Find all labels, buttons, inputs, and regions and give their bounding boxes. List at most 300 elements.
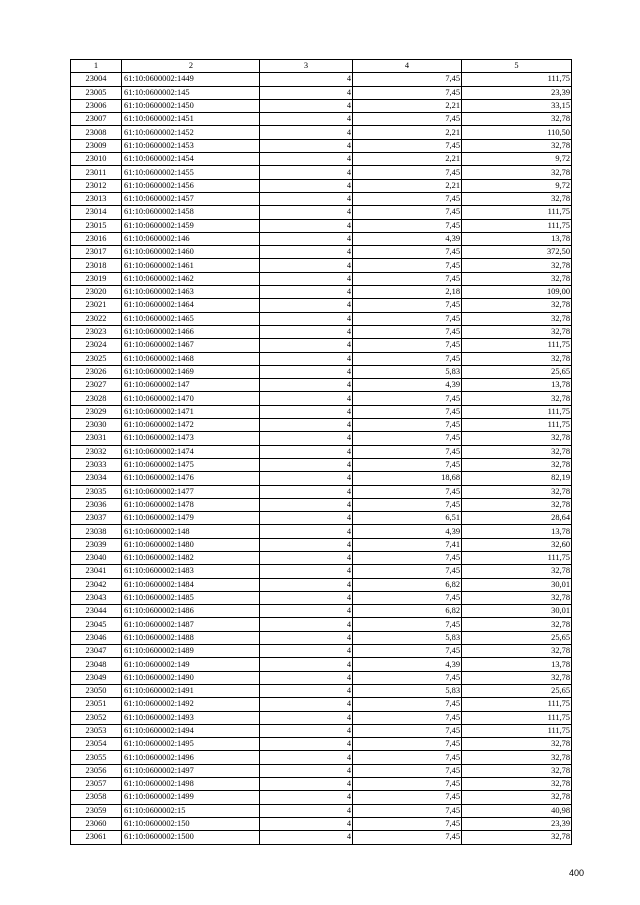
table-row [71, 671, 572, 684]
cadastral-number-cell: 61:10:0600002:146 [122, 232, 260, 245]
column-3-cell: 4 [260, 365, 353, 378]
column-4-cell: 7,45 [353, 419, 462, 432]
cadastral-number-cell: 61:10:0600002:145 [122, 86, 260, 99]
column-5-cell: 32,78 [462, 485, 572, 498]
cadastral-number-cell: 61:10:0600002:1459 [122, 219, 260, 232]
column-3-cell: 4 [260, 246, 353, 259]
column-3-cell: 4 [260, 286, 353, 299]
table-row [71, 698, 572, 711]
table-row [71, 804, 572, 817]
table-row [71, 751, 572, 764]
column-5-cell: 372,50 [462, 246, 572, 259]
column-header-1: 1 [71, 60, 122, 73]
table-row [71, 73, 572, 86]
column-3-cell: 4 [260, 259, 353, 272]
column-4-cell: 7,45 [353, 671, 462, 684]
table-row [71, 392, 572, 405]
column-4-cell: 7,45 [353, 458, 462, 471]
row-number-cell: 23047 [71, 645, 122, 658]
cadastral-number-cell: 61:10:0600002:1493 [122, 711, 260, 724]
column-3-cell: 4 [260, 684, 353, 697]
table-row [71, 232, 572, 245]
table-row [71, 259, 572, 272]
table-row [71, 139, 572, 152]
column-5-cell: 32,78 [462, 458, 572, 471]
column-4-cell: 7,45 [353, 618, 462, 631]
table-row [71, 578, 572, 591]
table-row [71, 99, 572, 112]
cadastral-number-cell: 61:10:0600002:1476 [122, 472, 260, 485]
row-number-cell: 23012 [71, 179, 122, 192]
row-number-cell: 23008 [71, 126, 122, 139]
cadastral-number-cell: 61:10:0600002:1487 [122, 618, 260, 631]
column-5-cell: 13,78 [462, 525, 572, 538]
cadastral-number-cell: 61:10:0600002:1500 [122, 831, 260, 844]
column-5-cell: 33,15 [462, 99, 572, 112]
column-3-cell: 4 [260, 512, 353, 525]
column-4-cell: 2,21 [353, 126, 462, 139]
row-number-cell: 23015 [71, 219, 122, 232]
column-4-cell: 7,45 [353, 272, 462, 285]
column-5-cell: 32,78 [462, 645, 572, 658]
column-4-cell: 5,83 [353, 684, 462, 697]
cadastral-number-cell: 61:10:0600002:147 [122, 379, 260, 392]
column-5-cell: 32,78 [462, 166, 572, 179]
column-5-cell: 111,75 [462, 551, 572, 564]
cadastral-number-cell: 61:10:0600002:1498 [122, 778, 260, 791]
cadastral-number-cell: 61:10:0600002:1470 [122, 392, 260, 405]
row-number-cell: 23040 [71, 551, 122, 564]
column-4-cell: 7,45 [353, 485, 462, 498]
table-row [71, 325, 572, 338]
column-header-2: 2 [122, 60, 260, 73]
column-4-cell: 4,39 [353, 232, 462, 245]
column-5-cell: 32,78 [462, 764, 572, 777]
column-3-cell: 4 [260, 631, 353, 644]
column-4-cell: 4,39 [353, 525, 462, 538]
column-5-cell: 32,78 [462, 778, 572, 791]
column-5-cell: 25,65 [462, 684, 572, 697]
table-row [71, 538, 572, 551]
cadastral-number-cell: 61:10:0600002:1485 [122, 591, 260, 604]
table-row [71, 591, 572, 604]
column-3-cell: 4 [260, 591, 353, 604]
column-3-cell: 4 [260, 804, 353, 817]
column-5-cell: 25,65 [462, 365, 572, 378]
cadastral-number-cell: 61:10:0600002:1464 [122, 299, 260, 312]
column-4-cell: 5,83 [353, 365, 462, 378]
row-number-cell: 23026 [71, 365, 122, 378]
column-3-cell: 4 [260, 352, 353, 365]
table-row [71, 166, 572, 179]
column-5-cell: 32,78 [462, 791, 572, 804]
table-row [71, 658, 572, 671]
row-number-cell: 23029 [71, 405, 122, 418]
column-5-cell: 111,75 [462, 73, 572, 86]
column-4-cell: 6,82 [353, 605, 462, 618]
page-number: 400 [568, 868, 584, 878]
column-3-cell: 4 [260, 485, 353, 498]
table-row [71, 246, 572, 259]
row-number-cell: 23030 [71, 419, 122, 432]
column-5-cell: 32,78 [462, 259, 572, 272]
column-3-cell: 4 [260, 605, 353, 618]
cadastral-number-cell: 61:10:0600002:1477 [122, 485, 260, 498]
cadastral-number-cell: 61:10:0600002:1455 [122, 166, 260, 179]
column-5-cell: 13,78 [462, 658, 572, 671]
column-4-cell: 7,45 [353, 86, 462, 99]
cadastral-number-cell: 61:10:0600002:1458 [122, 206, 260, 219]
column-header-5: 5 [462, 60, 572, 73]
column-5-cell: 32,78 [462, 498, 572, 511]
table-row [71, 419, 572, 432]
column-3-cell: 4 [260, 618, 353, 631]
column-3-cell: 4 [260, 698, 353, 711]
cadastral-number-cell: 61:10:0600002:1490 [122, 671, 260, 684]
column-4-cell: 18,68 [353, 472, 462, 485]
table-row [71, 286, 572, 299]
column-3-cell: 4 [260, 445, 353, 458]
column-4-cell: 7,45 [353, 219, 462, 232]
row-number-cell: 23010 [71, 153, 122, 166]
column-5-cell: 32,78 [462, 325, 572, 338]
column-5-cell: 28,64 [462, 512, 572, 525]
cadastral-number-cell: 61:10:0600002:1486 [122, 605, 260, 618]
column-4-cell: 7,45 [353, 259, 462, 272]
column-5-cell: 32,78 [462, 192, 572, 205]
row-number-cell: 23043 [71, 591, 122, 604]
row-number-cell: 23014 [71, 206, 122, 219]
cadastral-number-cell: 61:10:0600002:1491 [122, 684, 260, 697]
column-3-cell: 4 [260, 711, 353, 724]
column-4-cell: 5,83 [353, 631, 462, 644]
cadastral-number-cell: 61:10:0600002:1479 [122, 512, 260, 525]
column-3-cell: 4 [260, 538, 353, 551]
column-3-cell: 4 [260, 498, 353, 511]
column-5-cell: 32,78 [462, 392, 572, 405]
column-3-cell: 4 [260, 392, 353, 405]
table-row [71, 352, 572, 365]
cadastral-number-cell: 61:10:0600002:1457 [122, 192, 260, 205]
column-4-cell: 7,45 [353, 312, 462, 325]
table-row [71, 339, 572, 352]
column-3-cell: 4 [260, 379, 353, 392]
column-header-3: 3 [260, 60, 353, 73]
row-number-cell: 23058 [71, 791, 122, 804]
row-number-cell: 23009 [71, 139, 122, 152]
table-body [71, 73, 572, 844]
cadastral-number-cell: 61:10:0600002:1468 [122, 352, 260, 365]
column-3-cell: 4 [260, 671, 353, 684]
cadastral-number-cell: 61:10:0600002:1449 [122, 73, 260, 86]
row-number-cell: 23045 [71, 618, 122, 631]
header-row [71, 60, 572, 73]
cadastral-number-cell: 61:10:0600002:1465 [122, 312, 260, 325]
column-3-cell: 4 [260, 312, 353, 325]
row-number-cell: 23048 [71, 658, 122, 671]
column-5-cell: 13,78 [462, 232, 572, 245]
table-row [71, 618, 572, 631]
cadastral-number-cell: 61:10:0600002:1467 [122, 339, 260, 352]
column-5-cell: 13,78 [462, 379, 572, 392]
column-3-cell: 4 [260, 153, 353, 166]
column-4-cell: 7,45 [353, 764, 462, 777]
cadastral-number-cell: 61:10:0600002:1451 [122, 113, 260, 126]
column-3-cell: 4 [260, 179, 353, 192]
table-row [71, 272, 572, 285]
row-number-cell: 23035 [71, 485, 122, 498]
column-4-cell: 7,45 [353, 591, 462, 604]
row-number-cell: 23023 [71, 325, 122, 338]
row-number-cell: 23032 [71, 445, 122, 458]
row-number-cell: 23011 [71, 166, 122, 179]
column-3-cell: 4 [260, 458, 353, 471]
column-3-cell: 4 [260, 272, 353, 285]
table-row [71, 831, 572, 844]
column-4-cell: 7,45 [353, 405, 462, 418]
column-5-cell: 32,78 [462, 565, 572, 578]
row-number-cell: 23059 [71, 804, 122, 817]
cadastral-number-cell: 61:10:0600002:1495 [122, 738, 260, 751]
column-4-cell: 4,39 [353, 379, 462, 392]
column-3-cell: 4 [260, 419, 353, 432]
row-number-cell: 23060 [71, 817, 122, 830]
column-3-cell: 4 [260, 73, 353, 86]
cadastral-number-cell: 61:10:0600002:1472 [122, 419, 260, 432]
column-5-cell: 32,78 [462, 113, 572, 126]
column-3-cell: 4 [260, 99, 353, 112]
column-5-cell: 32,78 [462, 618, 572, 631]
cadastral-number-cell: 61:10:0600002:1494 [122, 724, 260, 737]
column-5-cell: 9,72 [462, 179, 572, 192]
cadastral-number-cell: 61:10:0600002:1473 [122, 432, 260, 445]
column-4-cell: 7,45 [353, 698, 462, 711]
cadastral-number-cell: 61:10:0600002:1483 [122, 565, 260, 578]
column-5-cell: 32,78 [462, 445, 572, 458]
column-5-cell: 32,78 [462, 139, 572, 152]
column-5-cell: 32,78 [462, 432, 572, 445]
column-4-cell: 4,39 [353, 658, 462, 671]
column-4-cell: 7,45 [353, 751, 462, 764]
cadastral-number-cell: 61:10:0600002:1488 [122, 631, 260, 644]
cadastral-number-cell: 61:10:0600002:1469 [122, 365, 260, 378]
column-4-cell: 6,82 [353, 578, 462, 591]
table-row [71, 365, 572, 378]
column-header-4: 4 [353, 60, 462, 73]
column-5-cell: 32,78 [462, 352, 572, 365]
cadastral-number-cell: 61:10:0600002:1452 [122, 126, 260, 139]
row-number-cell: 23061 [71, 831, 122, 844]
column-4-cell: 7,45 [353, 352, 462, 365]
cadastral-number-cell: 61:10:0600002:1462 [122, 272, 260, 285]
column-3-cell: 4 [260, 325, 353, 338]
table-row [71, 206, 572, 219]
column-4-cell: 7,45 [353, 778, 462, 791]
row-number-cell: 23019 [71, 272, 122, 285]
column-4-cell: 7,45 [353, 831, 462, 844]
table-row [71, 631, 572, 644]
column-4-cell: 7,45 [353, 392, 462, 405]
column-3-cell: 4 [260, 86, 353, 99]
row-number-cell: 23025 [71, 352, 122, 365]
column-3-cell: 4 [260, 432, 353, 445]
column-4-cell: 7,45 [353, 551, 462, 564]
row-number-cell: 23046 [71, 631, 122, 644]
row-number-cell: 23042 [71, 578, 122, 591]
row-number-cell: 23041 [71, 565, 122, 578]
table-row [71, 551, 572, 564]
row-number-cell: 23018 [71, 259, 122, 272]
table-row [71, 738, 572, 751]
cadastral-number-cell: 61:10:0600002:1497 [122, 764, 260, 777]
cadastral-number-cell: 61:10:0600002:1460 [122, 246, 260, 259]
column-4-cell: 7,45 [353, 139, 462, 152]
table-row [71, 192, 572, 205]
cadastral-number-cell: 61:10:0600002:1482 [122, 551, 260, 564]
cadastral-number-cell: 61:10:0600002:1453 [122, 139, 260, 152]
column-5-cell: 32,78 [462, 831, 572, 844]
cadastral-number-cell: 61:10:0600002:1474 [122, 445, 260, 458]
row-number-cell: 23055 [71, 751, 122, 764]
data-table [70, 59, 572, 845]
row-number-cell: 23056 [71, 764, 122, 777]
cadastral-number-cell: 61:10:0600002:1496 [122, 751, 260, 764]
column-3-cell: 4 [260, 778, 353, 791]
row-number-cell: 23013 [71, 192, 122, 205]
table-row [71, 764, 572, 777]
column-3-cell: 4 [260, 658, 353, 671]
column-5-cell: 32,78 [462, 671, 572, 684]
column-4-cell: 7,45 [353, 791, 462, 804]
column-3-cell: 4 [260, 525, 353, 538]
cadastral-number-cell: 61:10:0600002:1471 [122, 405, 260, 418]
row-number-cell: 23036 [71, 498, 122, 511]
row-number-cell: 23004 [71, 73, 122, 86]
column-5-cell: 23,39 [462, 86, 572, 99]
column-3-cell: 4 [260, 126, 353, 139]
column-4-cell: 7,45 [353, 73, 462, 86]
column-5-cell: 109,00 [462, 286, 572, 299]
column-4-cell: 7,45 [353, 325, 462, 338]
column-4-cell: 7,45 [353, 432, 462, 445]
row-number-cell: 23037 [71, 512, 122, 525]
column-5-cell: 32,78 [462, 312, 572, 325]
column-5-cell: 111,75 [462, 339, 572, 352]
table-row [71, 379, 572, 392]
table-row [71, 458, 572, 471]
column-3-cell: 4 [260, 645, 353, 658]
column-5-cell: 23,39 [462, 817, 572, 830]
table-row [71, 498, 572, 511]
row-number-cell: 23057 [71, 778, 122, 791]
table-row [71, 405, 572, 418]
column-5-cell: 32,78 [462, 272, 572, 285]
row-number-cell: 23050 [71, 684, 122, 697]
column-5-cell: 32,60 [462, 538, 572, 551]
column-3-cell: 4 [260, 578, 353, 591]
column-3-cell: 4 [260, 724, 353, 737]
row-number-cell: 23020 [71, 286, 122, 299]
cadastral-number-cell: 61:10:0600002:1484 [122, 578, 260, 591]
column-4-cell: 7,45 [353, 246, 462, 259]
column-4-cell: 7,45 [353, 445, 462, 458]
cadastral-number-cell: 61:10:0600002:150 [122, 817, 260, 830]
row-number-cell: 23021 [71, 299, 122, 312]
row-number-cell: 23016 [71, 232, 122, 245]
cadastral-number-cell: 61:10:0600002:1463 [122, 286, 260, 299]
cadastral-number-cell: 61:10:0600002:15 [122, 804, 260, 817]
column-5-cell: 111,75 [462, 724, 572, 737]
column-4-cell: 7,45 [353, 724, 462, 737]
table-row [71, 219, 572, 232]
cadastral-number-cell: 61:10:0600002:1454 [122, 153, 260, 166]
column-5-cell: 40,98 [462, 804, 572, 817]
cadastral-number-cell: 61:10:0600002:1492 [122, 698, 260, 711]
cadastral-number-cell: 61:10:0600002:1475 [122, 458, 260, 471]
column-5-cell: 30,01 [462, 605, 572, 618]
column-5-cell: 30,01 [462, 578, 572, 591]
row-number-cell: 23054 [71, 738, 122, 751]
table-row [71, 485, 572, 498]
table-row [71, 153, 572, 166]
row-number-cell: 23005 [71, 86, 122, 99]
column-4-cell: 7,45 [353, 192, 462, 205]
column-3-cell: 4 [260, 751, 353, 764]
cadastral-number-cell: 61:10:0600002:149 [122, 658, 260, 671]
column-3-cell: 4 [260, 565, 353, 578]
column-4-cell: 7,45 [353, 804, 462, 817]
column-3-cell: 4 [260, 113, 353, 126]
column-3-cell: 4 [260, 219, 353, 232]
column-4-cell: 7,45 [353, 206, 462, 219]
column-5-cell: 111,75 [462, 206, 572, 219]
column-3-cell: 4 [260, 472, 353, 485]
table-row [71, 791, 572, 804]
column-5-cell: 25,65 [462, 631, 572, 644]
row-number-cell: 23031 [71, 432, 122, 445]
table-row [71, 126, 572, 139]
table-row [71, 724, 572, 737]
column-5-cell: 110,50 [462, 126, 572, 139]
table-row [71, 605, 572, 618]
row-number-cell: 23024 [71, 339, 122, 352]
cadastral-number-cell: 61:10:0600002:1480 [122, 538, 260, 551]
column-3-cell: 4 [260, 551, 353, 564]
column-3-cell: 4 [260, 232, 353, 245]
table-row [71, 684, 572, 697]
cadastral-number-cell: 61:10:0600002:1499 [122, 791, 260, 804]
row-number-cell: 23044 [71, 605, 122, 618]
cadastral-number-cell: 61:10:0600002:1478 [122, 498, 260, 511]
column-5-cell: 82,19 [462, 472, 572, 485]
column-3-cell: 4 [260, 192, 353, 205]
column-4-cell: 7,45 [353, 498, 462, 511]
row-number-cell: 23028 [71, 392, 122, 405]
column-4-cell: 7,45 [353, 299, 462, 312]
row-number-cell: 23052 [71, 711, 122, 724]
column-3-cell: 4 [260, 405, 353, 418]
column-3-cell: 4 [260, 791, 353, 804]
column-4-cell: 7,45 [353, 339, 462, 352]
table-row [71, 113, 572, 126]
column-4-cell: 7,45 [353, 645, 462, 658]
column-5-cell: 9,72 [462, 153, 572, 166]
column-5-cell: 32,78 [462, 299, 572, 312]
column-3-cell: 4 [260, 831, 353, 844]
column-3-cell: 4 [260, 339, 353, 352]
column-5-cell: 111,75 [462, 405, 572, 418]
cadastral-number-cell: 61:10:0600002:1450 [122, 99, 260, 112]
